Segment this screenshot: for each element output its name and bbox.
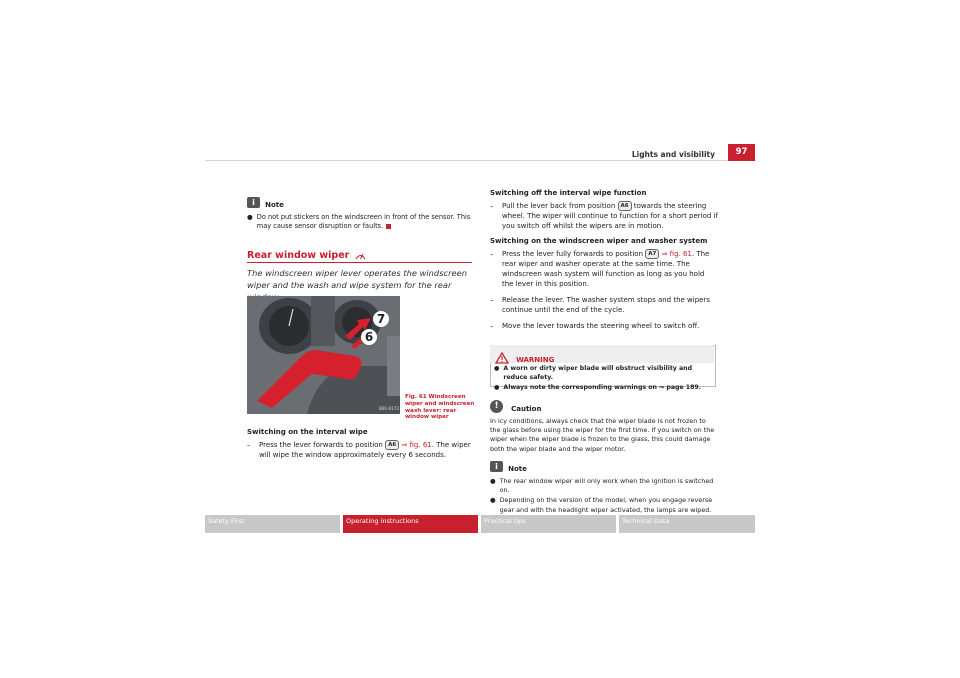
off-heading: Switching off the interval wipe function [490, 189, 647, 197]
bullet-icon: ● [247, 213, 253, 221]
bullet-icon: ● [490, 496, 496, 505]
note-icon: i [247, 197, 260, 208]
figure-link[interactable]: ⇒ fig. 61 [401, 441, 432, 449]
interval-step-text-2: . The wiper will wipe the window approximately every 6 seconds. [259, 441, 471, 459]
interval-step [247, 440, 475, 460]
note-block-2 [490, 456, 715, 524]
note-bullet-1-text: The rear window wiper will only work when the ignition is switched on. [499, 477, 714, 495]
figure-code: B6U-0173 [379, 406, 399, 411]
note-block-1 [247, 192, 475, 231]
position-badge-a7: A7 [645, 249, 659, 259]
washer-step-2-text: Release the lever. The washer system stops and the wipers continue until the end of the cycle. [502, 296, 711, 315]
rear-wiper-icon [355, 252, 366, 260]
caution-block [490, 396, 715, 454]
page-header-title: Lights and visibility [631, 150, 715, 159]
warning-title [495, 347, 554, 366]
washer-step-1-text-2: . The rear wiper and washer operate at the same time. The windscreen wash system will function as long as you hold the lever in this position. [502, 250, 710, 289]
footer-tab-practical-tips[interactable]: Practical tips [481, 515, 616, 533]
note-label: Note [265, 201, 284, 209]
footer-tab-safety-first[interactable]: Safety First [205, 515, 340, 533]
bullet-icon: ● [494, 365, 500, 372]
warning-bullet [494, 365, 712, 382]
dash-marker: – [490, 202, 494, 211]
caution-text: In icy conditions, always check that the wiper blade is not frozen to the glass before using the wiper for the first time. If you switch on the wiper when the wiper blade is frozen to the glass, this could damage both the wiper blade and the wiper motor. [490, 417, 715, 453]
position-badge-a6: A6 [618, 201, 632, 211]
warning-triangle-icon [495, 352, 509, 364]
warning-bullet-2-end: . [698, 384, 702, 391]
bullet-icon: ● [490, 477, 496, 485]
header-rule [205, 160, 728, 161]
section-intro: The windscreen wiper lever operates the windscreen wiper and the wash and wipe system for the rear [247, 268, 467, 290]
figure-caption: Fig. 61 Windscreen wiper and windscreen wash lever: rear window wiper [405, 394, 475, 421]
callout-7: 7 [373, 311, 389, 327]
off-step-text-1: Pull the lever back from position [502, 202, 616, 211]
washer-heading: Switching on the windscreen wiper and washer system [490, 237, 708, 246]
dash-marker: – [490, 296, 494, 305]
washer-step-3 [490, 321, 718, 331]
note-bullet-2-text: Depending on the version of the model, when you engage reverse gear and with the headlight wiper activated, the lamps are wiped. [499, 496, 713, 514]
dash-marker: – [490, 250, 494, 259]
note-label: Note [508, 465, 527, 473]
washer-step-1 [490, 249, 718, 289]
page-number: 97 [728, 144, 755, 161]
note-icon: i [490, 461, 503, 472]
section-title [247, 250, 366, 261]
end-mark-icon [386, 224, 391, 229]
warning-bullet-2-text: Always note the corresponding warnings on [503, 384, 657, 391]
section-title-text: Rear window wiper [247, 250, 350, 261]
off-step [490, 201, 718, 231]
callout-6: 6 [361, 329, 377, 345]
caution-icon: ! [490, 400, 503, 413]
section-rule [247, 262, 472, 263]
warning-label: WARNING [516, 356, 555, 364]
bullet-icon: ● [494, 384, 500, 391]
note-bullet [490, 477, 715, 495]
washer-step-1-text-1: Press the lever fully forwards to position [502, 250, 644, 259]
note-bullet-text: Do not put stickers on the windscreen in front of the sensor. This may cause sensor disruption or faults. [256, 213, 471, 231]
washer-step-2 [490, 295, 718, 315]
warning-bullet [494, 384, 712, 393]
warning-bullet-1-text: A worn or dirty wiper blade will obstruct visibility and reduce safety. [503, 365, 692, 381]
right-column [490, 189, 718, 331]
dash-marker: – [247, 441, 251, 449]
page-link[interactable]: ⇒ page 189 [659, 384, 699, 391]
interval-heading: Switching on the interval wipe [247, 428, 368, 436]
note-bullet [247, 213, 475, 231]
dash-marker: – [490, 322, 494, 331]
figure-link[interactable]: ⇒ fig. 61 [661, 250, 692, 259]
position-badge-a6: A6 [385, 440, 399, 450]
interval-step-text-1: Press the lever forwards to position [259, 441, 383, 449]
warning-bullets [494, 365, 712, 393]
footer-tab-technical-data[interactable]: Technical Data [619, 515, 755, 533]
off-step-text-2: towards the steering wheel. The wiper will continue to function for a short period if you switch off whilst the wipers are in motion. [502, 202, 718, 231]
footer-tab-operating-instructions[interactable]: Operating instructions [343, 515, 478, 533]
caution-label: Caution [511, 405, 542, 413]
washer-step-3-text: Move the lever towards the steering wheel to switch off. [502, 322, 700, 331]
figure-wiper-lever [247, 296, 400, 414]
